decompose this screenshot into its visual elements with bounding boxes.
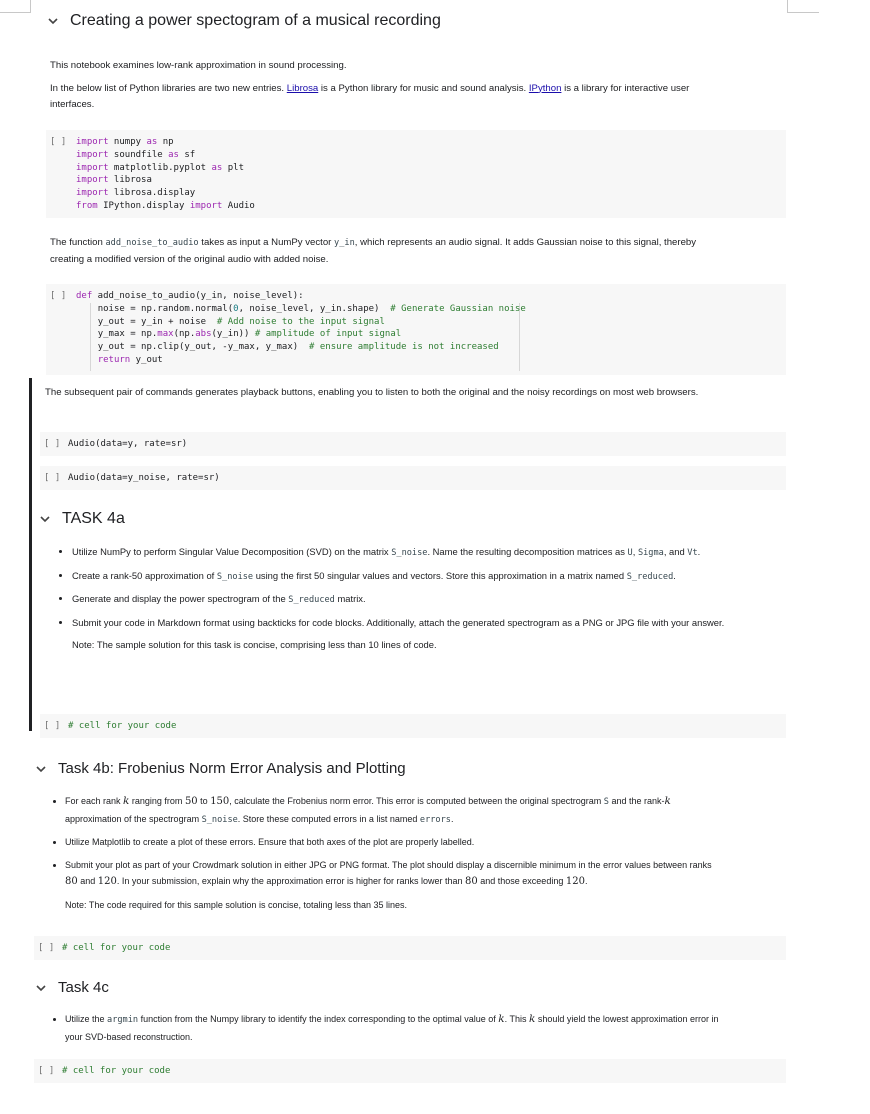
text-span: The function: [50, 237, 106, 248]
code-token: as: [146, 137, 158, 147]
text-span: . This: [504, 1014, 529, 1024]
text-span: .: [584, 876, 588, 886]
code-editor[interactable]: # cell for your code: [62, 1066, 171, 1076]
text-span: is a Python library for music and sound analysis.: [318, 82, 529, 94]
code-cell-imports[interactable]: [46, 130, 786, 218]
math-number: 120: [97, 876, 117, 887]
code-token: as: [168, 149, 179, 160]
inline-code: S_reduced: [626, 571, 674, 582]
text-span: approximation of the spectrogram: [65, 813, 202, 824]
text-span: .: [697, 546, 701, 557]
code-cell-audio-noisy[interactable]: [40, 466, 786, 490]
text-span: Utilize NumPy to perform Singular Value Decomposition (SVD) on the matrix: [72, 546, 392, 557]
list-item: [72, 615, 730, 632]
inline-code: S_reduced: [288, 595, 335, 605]
code-token: as: [211, 162, 223, 173]
code-token: max: [157, 329, 174, 340]
task-4a-instructions: [50, 544, 730, 654]
inline-code: y_in: [334, 238, 355, 248]
text-span: .: [450, 813, 454, 824]
text-span: . In your submission, explain why the approximation error is higher for ranks lower than: [116, 876, 466, 886]
intro-paragraph-1: This notebook examines low-rank approximation in sound processing.: [50, 60, 347, 71]
code-cell-add-noise[interactable]: [46, 284, 786, 375]
cell-run-bracket[interactable]: [ ]: [50, 137, 67, 147]
task-note: Note: The sample solution for this task is concise, comprising less than 10 lines of code.: [72, 639, 437, 650]
inline-code: add_noise_to_audio: [105, 238, 199, 248]
code-token: y_max = np.: [97, 329, 158, 340]
code-token: def: [76, 291, 93, 301]
section-header-task-4c[interactable]: [34, 979, 109, 996]
text-span: . Store these computed errors in a list named: [237, 813, 420, 824]
math-number: 80: [65, 876, 78, 887]
text-span: Submit your code in Markdown format using backticks for code blocks. Additionally, attach the generated spectrogram as a PNG or JPG file with your answer.: [72, 616, 725, 628]
math-variable: k: [664, 795, 671, 807]
window-corner-left: [0, 0, 31, 13]
text-span: .: [673, 569, 676, 581]
section-header-task-4b[interactable]: [34, 760, 406, 777]
text-span: and those exceeding: [477, 876, 566, 886]
code-token: import: [76, 137, 109, 147]
chevron-down-icon[interactable]: [38, 512, 52, 526]
code-token: import: [76, 162, 109, 173]
code-token: librosa: [108, 175, 152, 186]
math-number: 120: [565, 876, 585, 887]
math-number: 80: [465, 876, 478, 887]
chevron-down-icon[interactable]: [34, 981, 48, 995]
math-variable: k: [498, 1013, 505, 1025]
code-token: import: [76, 175, 109, 186]
code-token: (np.: [173, 329, 196, 340]
code-token: import: [76, 188, 109, 199]
code-token: (y_in)): [211, 329, 255, 340]
text-span: , and: [663, 546, 688, 557]
code-token: matplotlib.pyplot: [108, 162, 212, 173]
inline-code: S_noise: [391, 548, 428, 558]
text-span: using the first 50 singular values and vectors. Store this approximation in a matrix named: [253, 569, 627, 581]
code-token: IPython.display: [97, 200, 190, 211]
text-span: , which represents an audio signal. It adds Gaussian noise to this signal, thereby creating a modified version of the original audio with added noise.: [50, 237, 697, 265]
inline-code: U: [627, 548, 633, 558]
intro-text: [50, 58, 730, 120]
math-variable: k: [529, 1013, 536, 1025]
code-comment: # amplitude of input signal: [254, 329, 402, 340]
cell-run-bracket[interactable]: [ ]: [44, 439, 61, 449]
list-item: [65, 1011, 723, 1045]
inline-code: errors: [419, 814, 451, 825]
math-number: 150: [210, 796, 230, 807]
math-variable: k: [123, 795, 130, 807]
code-token: librosa.display: [108, 188, 196, 199]
intro-paragraph-2: [50, 81, 730, 114]
task-4c-instructions: [43, 1011, 723, 1051]
chevron-down-icon[interactable]: [34, 762, 48, 776]
inline-code: S: [603, 797, 609, 807]
text-span: to: [197, 796, 211, 806]
code-token: import: [189, 200, 223, 211]
librosa-link[interactable]: Librosa: [286, 82, 319, 94]
code-token: sf: [178, 149, 196, 160]
code-cell-task-4b[interactable]: [34, 936, 786, 960]
code-cell-audio-original[interactable]: [40, 432, 786, 456]
inline-code: argmin: [107, 1015, 139, 1025]
task-note: Note: The code required for this sample solution is concise, totaling less than 35 lines.: [65, 899, 408, 910]
text-span: ,: [632, 546, 638, 557]
code-token: return: [97, 354, 131, 365]
list-item: [65, 834, 723, 851]
window-corner-right: [787, 0, 819, 13]
text-span: Utilize Matplotlib to create a plot of these errors. Ensure that both axes of the plot are properly labelled.: [65, 837, 475, 847]
code-token: 0: [233, 303, 239, 314]
inline-code: S_noise: [216, 571, 254, 582]
text-span: Utilize the: [65, 1014, 108, 1024]
code-editor[interactable]: [76, 136, 255, 213]
code-token: numpy: [108, 137, 147, 147]
text-span: and: [77, 876, 98, 886]
code-token: abs: [195, 329, 212, 340]
section-header-intro[interactable]: [46, 12, 441, 30]
noise-paragraph: [50, 235, 730, 268]
section-title: Creating a power spectogram of a musical recording: [70, 12, 441, 29]
code-comment: # Generate Gaussian noise: [390, 303, 526, 314]
code-cell-task-4c[interactable]: [34, 1059, 786, 1083]
text-span: should yield the lowest approximation error in your SVD-based reconstruction.: [65, 1014, 719, 1042]
text-span: function from the Numpy library to identify the index corresponding to the optimal value of: [138, 1014, 499, 1024]
text-span: For each rank: [65, 796, 124, 806]
code-editor[interactable]: [76, 290, 526, 367]
code-token: y_out: [130, 354, 163, 365]
text-span: and the rank-: [608, 796, 665, 806]
list-item: [72, 544, 730, 562]
text-span: ranging from: [129, 796, 185, 806]
code-comment: # ensure amplitude is not increased: [309, 342, 499, 353]
playback-description: [45, 385, 725, 408]
ipython-link[interactable]: IPython: [528, 82, 562, 94]
text-span: Submit your plot as part of your Crowdmark solution in either JPG or PNG format. The plot should display a discernible minimum in the error values between ranks: [65, 859, 712, 870]
text-span: . Name the resulting decomposition matrices as: [427, 546, 628, 557]
code-token: y_out = y_in + noise: [97, 316, 217, 327]
list-item: [72, 568, 730, 586]
cell-run-bracket[interactable]: [ ]: [38, 1066, 55, 1076]
selected-section-indicator: [29, 378, 32, 731]
text-span: , calculate the Frobenius norm error. This error is computed between the original spectrogram: [229, 796, 604, 806]
text-span: is a library for interactive user interfaces.: [50, 82, 690, 110]
code-token: np: [157, 137, 174, 147]
cell-run-bracket[interactable]: [ ]: [38, 943, 55, 953]
code-token: , noise_level, y_in.shape): [238, 303, 391, 314]
text-span: In the below list of Python libraries are two new entries.: [50, 82, 287, 94]
section-title: TASK 4a: [62, 510, 125, 527]
text-span: takes as input a NumPy vector: [198, 237, 335, 248]
cell-run-bracket[interactable]: [ ]: [44, 473, 61, 483]
math-number: 50: [184, 796, 198, 807]
inline-code: Sigma: [637, 548, 664, 558]
section-title: Task 4b: Frobenius Norm Error Analysis and Plotting: [58, 760, 406, 777]
code-token: noise = np.random.normal(: [97, 303, 234, 314]
code-token: soundfile: [108, 149, 169, 160]
cell-run-bracket[interactable]: [ ]: [44, 721, 61, 731]
list-item: [72, 591, 730, 609]
cell-run-bracket[interactable]: [ ]: [50, 291, 67, 301]
code-token: from: [76, 200, 98, 211]
code-token: import: [76, 149, 109, 160]
code-token: Audio: [222, 200, 255, 211]
inline-code: S_noise: [201, 814, 238, 825]
list-item: [65, 793, 723, 828]
section-header-task-4a[interactable]: [38, 510, 125, 528]
task-4b-instructions: [43, 793, 723, 913]
code-editor[interactable]: Audio(data=y, rate=sr): [68, 439, 188, 449]
noise-description: [50, 235, 730, 274]
text-span: Create a rank-50 approximation of: [72, 569, 217, 581]
code-cell-task-4a[interactable]: [40, 714, 786, 738]
chevron-down-icon[interactable]: [46, 14, 60, 28]
code-editor[interactable]: # cell for your code: [68, 721, 177, 731]
text-span: matrix.: [334, 593, 366, 604]
list-item: [65, 857, 723, 891]
code-token: y_out = np.clip(y_out, -y_max, y_max): [97, 342, 310, 353]
code-comment: # Add noise to the input signal: [216, 316, 385, 327]
playback-paragraph: The subsequent pair of commands generates playback buttons, enabling you to listen to both the original and the noisy recordings on most web browsers.: [45, 387, 699, 398]
code-editor[interactable]: # cell for your code: [62, 943, 171, 953]
code-token: add_noise_to_audio(y_in, noise_level):: [92, 291, 304, 301]
section-title: Task 4c: [58, 979, 109, 996]
inline-code: Vt: [687, 548, 698, 558]
code-token: plt: [222, 162, 244, 173]
text-span: Generate and display the power spectrogram of the: [72, 593, 289, 604]
code-editor[interactable]: Audio(data=y_noise, rate=sr): [68, 473, 220, 483]
